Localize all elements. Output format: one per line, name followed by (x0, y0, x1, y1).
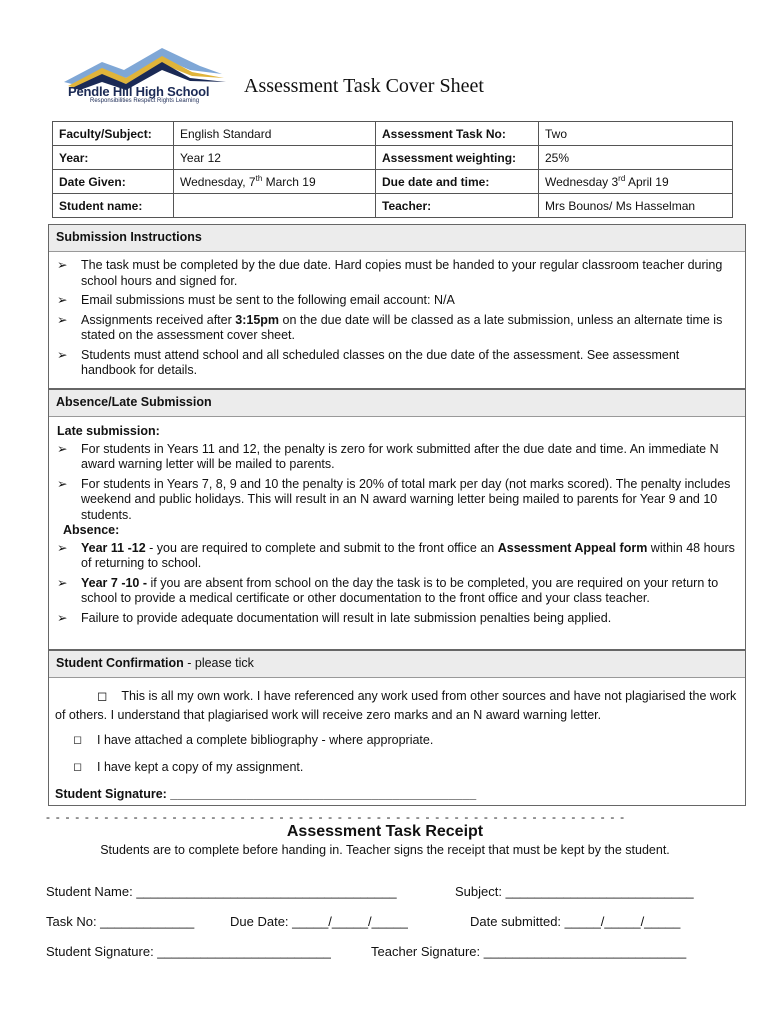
task-no-value: Two (539, 122, 733, 146)
confirmation-heading (49, 651, 745, 678)
school-tagline: Responsibilities Respect Rights Learning (90, 98, 200, 104)
checkbox-own-work[interactable]: ◻ (97, 689, 108, 703)
late-time: 3:15pm (235, 312, 280, 327)
list-item (57, 541, 737, 572)
list-item (57, 348, 737, 379)
confirmation-item (55, 758, 739, 777)
student-name-label: Student name: (53, 194, 174, 218)
date-given-value (174, 170, 376, 194)
due-date-label: Due date and time: (376, 170, 539, 194)
list-item (57, 576, 737, 607)
receipt-student-signature-field[interactable]: Student Signature: ________________________ (46, 944, 331, 959)
due-date-suffix: rd (618, 174, 626, 183)
task-info-table (52, 121, 733, 218)
receipt-title: Assessment Task Receipt (286, 823, 484, 840)
faculty-value: English Standard (174, 122, 376, 146)
arrow-bullet-icon: ➢ (57, 575, 68, 590)
list-item (57, 313, 737, 344)
receipt-teacher-signature-field[interactable]: Teacher Signature: ____________________________ (371, 944, 687, 959)
checkbox-bibliography[interactable]: ◻ (73, 734, 83, 746)
year-label: Year: (53, 146, 174, 170)
date-given-label: Date Given: (53, 170, 174, 194)
submission-item-text: Assignments received after (81, 312, 236, 327)
confirmation-item (55, 687, 739, 725)
list-item (57, 442, 737, 473)
arrow-bullet-icon: ➢ (57, 610, 68, 625)
due-date-value (539, 170, 733, 194)
table-row (53, 146, 733, 170)
bibliography-text: I have attached a complete bibliography - where appropriate. (97, 733, 434, 747)
page-title: Assessment Task Cover Sheet (244, 75, 484, 97)
weighting-label: Assessment weighting: (376, 146, 539, 170)
receipt-subtitle: Students are to complete before handing in. Teacher signs the receipt that must be kept by the student. (100, 843, 670, 857)
absence-heading: Absence/Late Submission (49, 390, 745, 417)
year-range: Year 7 -10 - (81, 575, 148, 590)
submission-item-text: Email submissions must be sent to the following email account: N/A (81, 293, 455, 307)
student-confirmation-panel (48, 650, 746, 806)
submission-item-text: Students must attend school and all scheduled classes on the due date of the assessment. See assessment handbook for details. (81, 347, 680, 377)
submission-item-text: The task must be completed by the due date. Hard copies must be handed to your regular classroom teacher during school hours and signed for. (81, 258, 723, 288)
weighting-value: 25% (539, 146, 733, 170)
faculty-label: Faculty/Subject: (53, 122, 174, 146)
year-range: Year 11 -12 (81, 540, 146, 555)
confirmation-title: Student Confirmation (56, 656, 184, 670)
student-name-field[interactable] (174, 194, 376, 218)
arrow-bullet-icon: ➢ (57, 312, 68, 327)
late-rule-text: For students in Years 7, 8, 9 and 10 the penalty is 20% of total mark per day (not marks scored). The penalty includes weekend and public holidays. This will result in an N award warning letter being mailed to parents for Year 9 and 10 students. (81, 476, 731, 522)
absence-rule-text: within 48 hours of returning to school. (81, 540, 735, 570)
confirmation-instruction: - please tick (183, 656, 254, 670)
absence-rule-text: if you are absent from school on the day the task is to be completed, you are required on your return to school to provide a medical certificate or other documentation to the front office and your class teacher. (81, 575, 719, 605)
absence-subheading: Absence: (63, 523, 120, 537)
receipt-student-name-field[interactable]: Student Name: ____________________________________ (46, 884, 397, 899)
arrow-bullet-icon: ➢ (57, 476, 68, 491)
arrow-bullet-icon: ➢ (57, 258, 68, 272)
task-no-label: Assessment Task No: (376, 122, 539, 146)
absence-late-panel (48, 389, 746, 650)
table-row (53, 170, 733, 194)
teacher-label: Teacher: (376, 194, 539, 218)
list-item (57, 611, 737, 627)
appeal-form-name: Assessment Appeal form (497, 540, 648, 555)
late-rule-text: For students in Years 11 and 12, the penalty is zero for work submitted after the due date and time. An immediate N award warning letter will be mailed to parents. (81, 441, 719, 471)
kept-copy-text: I have kept a copy of my assignment. (97, 760, 304, 774)
table-row (53, 122, 733, 146)
date-given-day: Wednesday, 7 (180, 175, 256, 189)
checkbox-kept-copy[interactable]: ◻ (73, 761, 83, 773)
due-date-month: April 19 (625, 175, 669, 189)
student-signature-line[interactable]: Student Signature: ____________________________________________ (55, 787, 477, 801)
list-item (57, 258, 737, 289)
list-item (57, 477, 737, 524)
absence-rule-text: Failure to provide adequate documentation will result in late submission penalties being applied. (81, 610, 612, 625)
cut-line: - - - - - - - - - - - - - - - - - - - - - - - - - - - - - - - - - - - - - - - - - - - - - - - - - - - - - - - - - - - - (46, 810, 626, 824)
table-row (53, 194, 733, 218)
absence-rule-text: - you are required to complete and submit to the front office an (145, 540, 498, 555)
submission-heading: Submission Instructions (49, 225, 745, 252)
receipt-date-submitted-field[interactable]: Date submitted: _____/_____/_____ (470, 914, 681, 929)
arrow-bullet-icon: ➢ (57, 293, 68, 307)
confirmation-item (55, 731, 739, 750)
arrow-bullet-icon: ➢ (57, 441, 68, 456)
date-given-month: March 19 (262, 175, 316, 189)
receipt-due-date-field[interactable]: Due Date: _____/_____/_____ (230, 914, 408, 929)
own-work-text: This is all my own work. I have referenced any work used from other sources and have not plagiarised the work of others. I understand that plagiarised work will receive zero marks and an N award warning letter. (55, 689, 737, 722)
receipt-task-no-field[interactable]: Task No: _____________ (46, 914, 195, 929)
late-submission-heading: Late submission: (57, 424, 160, 438)
year-value: Year 12 (174, 146, 376, 170)
date-given-suffix: th (255, 174, 263, 183)
due-date-day: Wednesday 3 (545, 175, 619, 189)
submission-instructions-panel (48, 224, 746, 389)
arrow-bullet-icon: ➢ (57, 347, 68, 362)
receipt-subject-field[interactable]: Subject: __________________________ (455, 884, 694, 899)
submission-item-text: on the due date will be classed as a late submission, unless an alternate time is stated on the assessment cover sheet. (81, 312, 723, 342)
arrow-bullet-icon: ➢ (57, 540, 68, 555)
teacher-value: Mrs Bounos/ Ms Hasselman (539, 194, 733, 218)
list-item (57, 293, 737, 309)
school-name: Pendle Hill High School (68, 84, 210, 99)
